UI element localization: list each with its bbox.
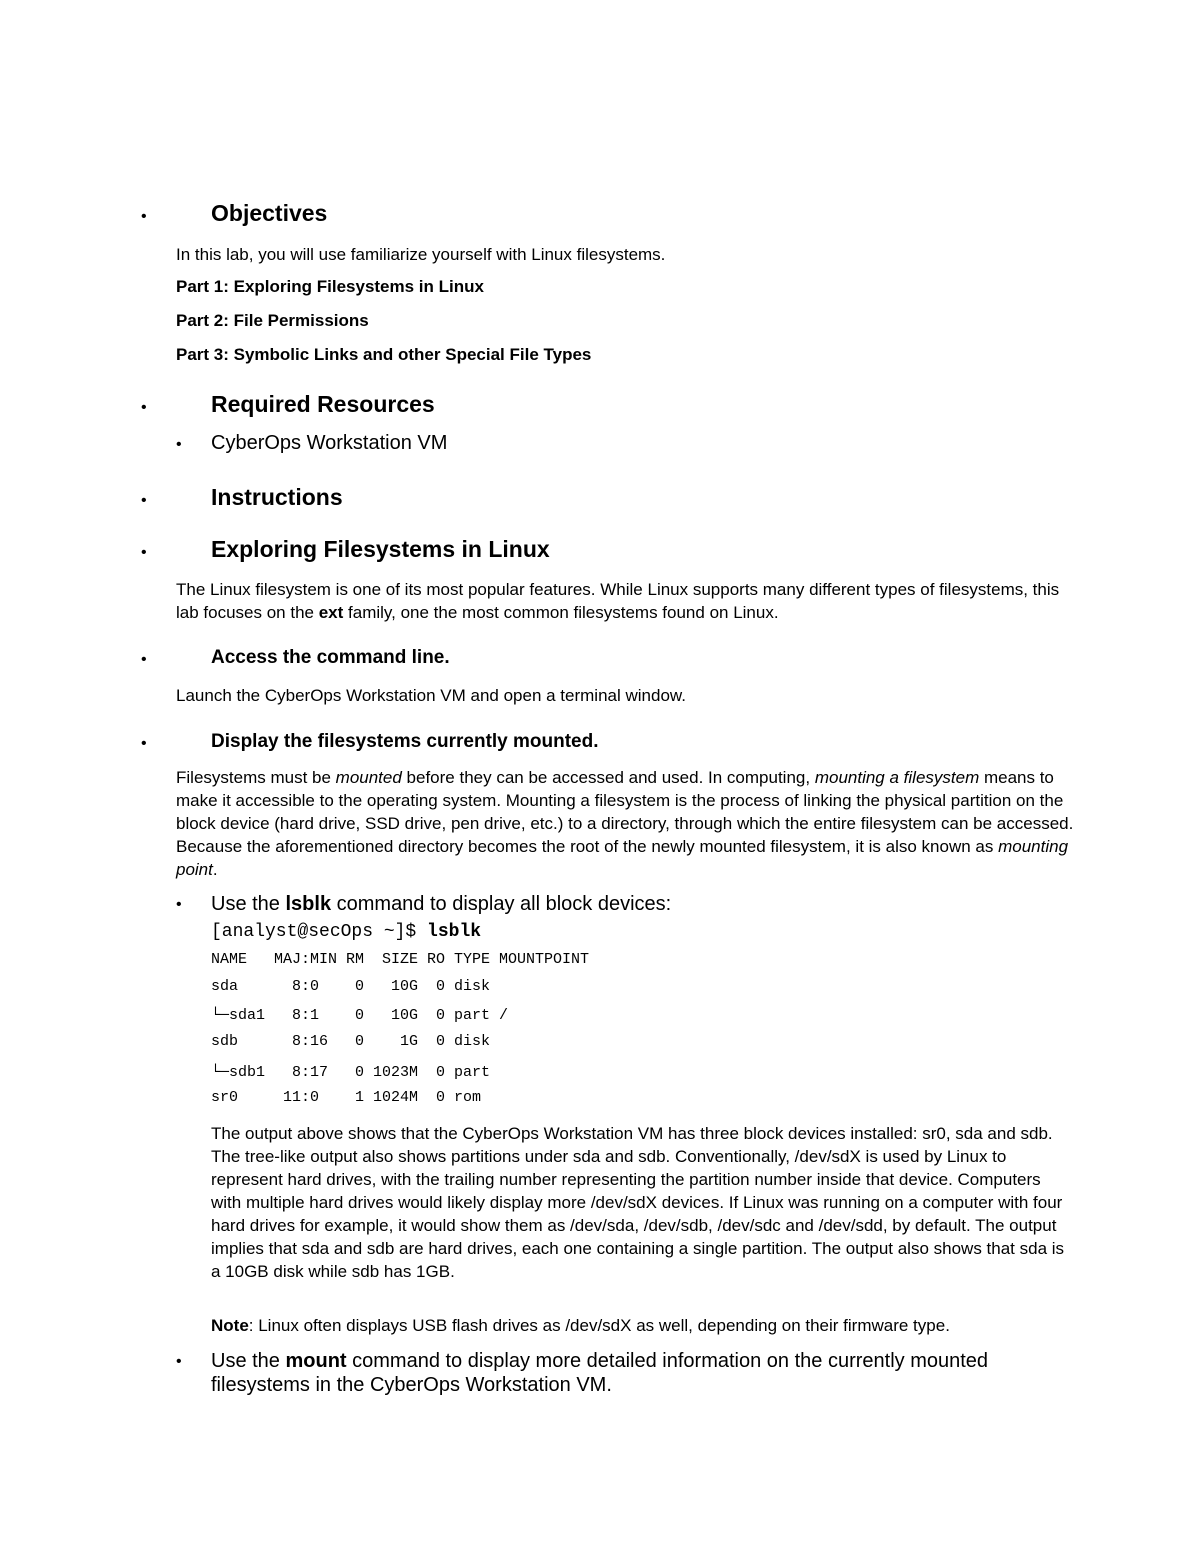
part-3-label: Part 3: Symbolic Links and other Special File Types <box>176 345 592 364</box>
mount-instruction: Use the mount command to display more detailed information on the currently mounted filesystems in the CyberOps Workstation VM. <box>211 1350 989 1396</box>
bullet-resources: • <box>141 399 147 416</box>
bullet-instructions: • <box>141 492 147 509</box>
lsblk-instruction: Use the lsblk command to display all block devices: <box>211 893 672 915</box>
bullet-objectives: • <box>141 208 147 225</box>
heading-display-filesystems: Display the filesystems currently mounted. <box>211 731 599 752</box>
lsblk-output-header: NAME MAJ:MIN RM SIZE RO TYPE MOUNTPOINT <box>211 951 590 968</box>
bullet-display: • <box>141 735 147 752</box>
lsblk-output-row: sdb 8:16 0 1G 0 disk <box>211 1033 491 1050</box>
resource-item: CyberOps Workstation VM <box>211 432 448 454</box>
note-paragraph: Note: Linux often displays USB flash drives as /dev/sdX as well, depending on their firmware type. <box>211 1316 950 1335</box>
exploring-paragraph: The Linux filesystem is one of its most popular features. While Linux supports many different types of filesystems, this lab focuses on the ext family, one the most common filesystems found on Linux. <box>176 580 1060 622</box>
objectives-intro: In this lab, you will use familiarize yourself with Linux filesystems. <box>176 245 666 264</box>
terminal-command-line: [analyst@secOps ~]$ lsblk <box>211 922 482 942</box>
display-paragraph: Filesystems must be mounted before they can be accessed and used. In computing, mounting a filesystem means to make it accessible to the operating system. Mounting a filesystem is the process of linking the physical partition on the block device (hard drive, SSD drive, pen drive, etc.) to a directory, through which the entire filesystem can be accessed. Because the aforementioned directory becomes the root of the newly mounted filesystem, it is also known as mounting point. <box>176 768 1074 879</box>
heading-required-resources: Required Resources <box>211 391 435 417</box>
bullet-access: • <box>141 651 147 668</box>
part-2-label: Part 2: File Permissions <box>176 311 369 330</box>
lsblk-output-row: └─sdb1 8:17 0 1023M 0 part <box>211 1064 491 1081</box>
lsblk-output-row: sda 8:0 0 10G 0 disk <box>211 978 491 995</box>
bullet-mount: • <box>176 1353 182 1370</box>
heading-exploring-filesystems: Exploring Filesystems in Linux <box>211 536 550 562</box>
part-1-label: Part 1: Exploring Filesystems in Linux <box>176 277 484 296</box>
bullet-lsblk: • <box>176 896 182 913</box>
lsblk-output-row: sr0 11:0 1 1024M 0 rom <box>211 1089 482 1106</box>
heading-access-command-line: Access the command line. <box>211 647 450 668</box>
heading-instructions: Instructions <box>211 484 343 510</box>
heading-objectives: Objectives <box>211 200 328 226</box>
lsblk-output-row: └─sda1 8:1 0 10G 0 part / <box>211 1007 509 1024</box>
access-text: Launch the CyberOps Workstation VM and open a terminal window. <box>176 686 686 705</box>
bullet-resource-item: • <box>176 436 182 453</box>
lsblk-explanation: The output above shows that the CyberOps Workstation VM has three block devices installed: sr0, sda and sdb. The tree-like output also shows partitions under sda and sdb. Conventionally, /dev/sdX is used by Linux to represent hard drives, with the trailing number representing the partition number inside that device. Computers with multiple hard drives would likely display more /dev/sdX devices. If Linux was running on a computer with four hard drives for example, it would show them as /dev/sda, /dev/sdb, /dev/sdc and /dev/sdd, by default. The output implies that sda and sdb are hard drives, each one containing a single partition. The output also shows that sda is a 10GB disk while sdb has 1GB. <box>211 1124 1065 1281</box>
bullet-exploring: • <box>141 544 147 561</box>
